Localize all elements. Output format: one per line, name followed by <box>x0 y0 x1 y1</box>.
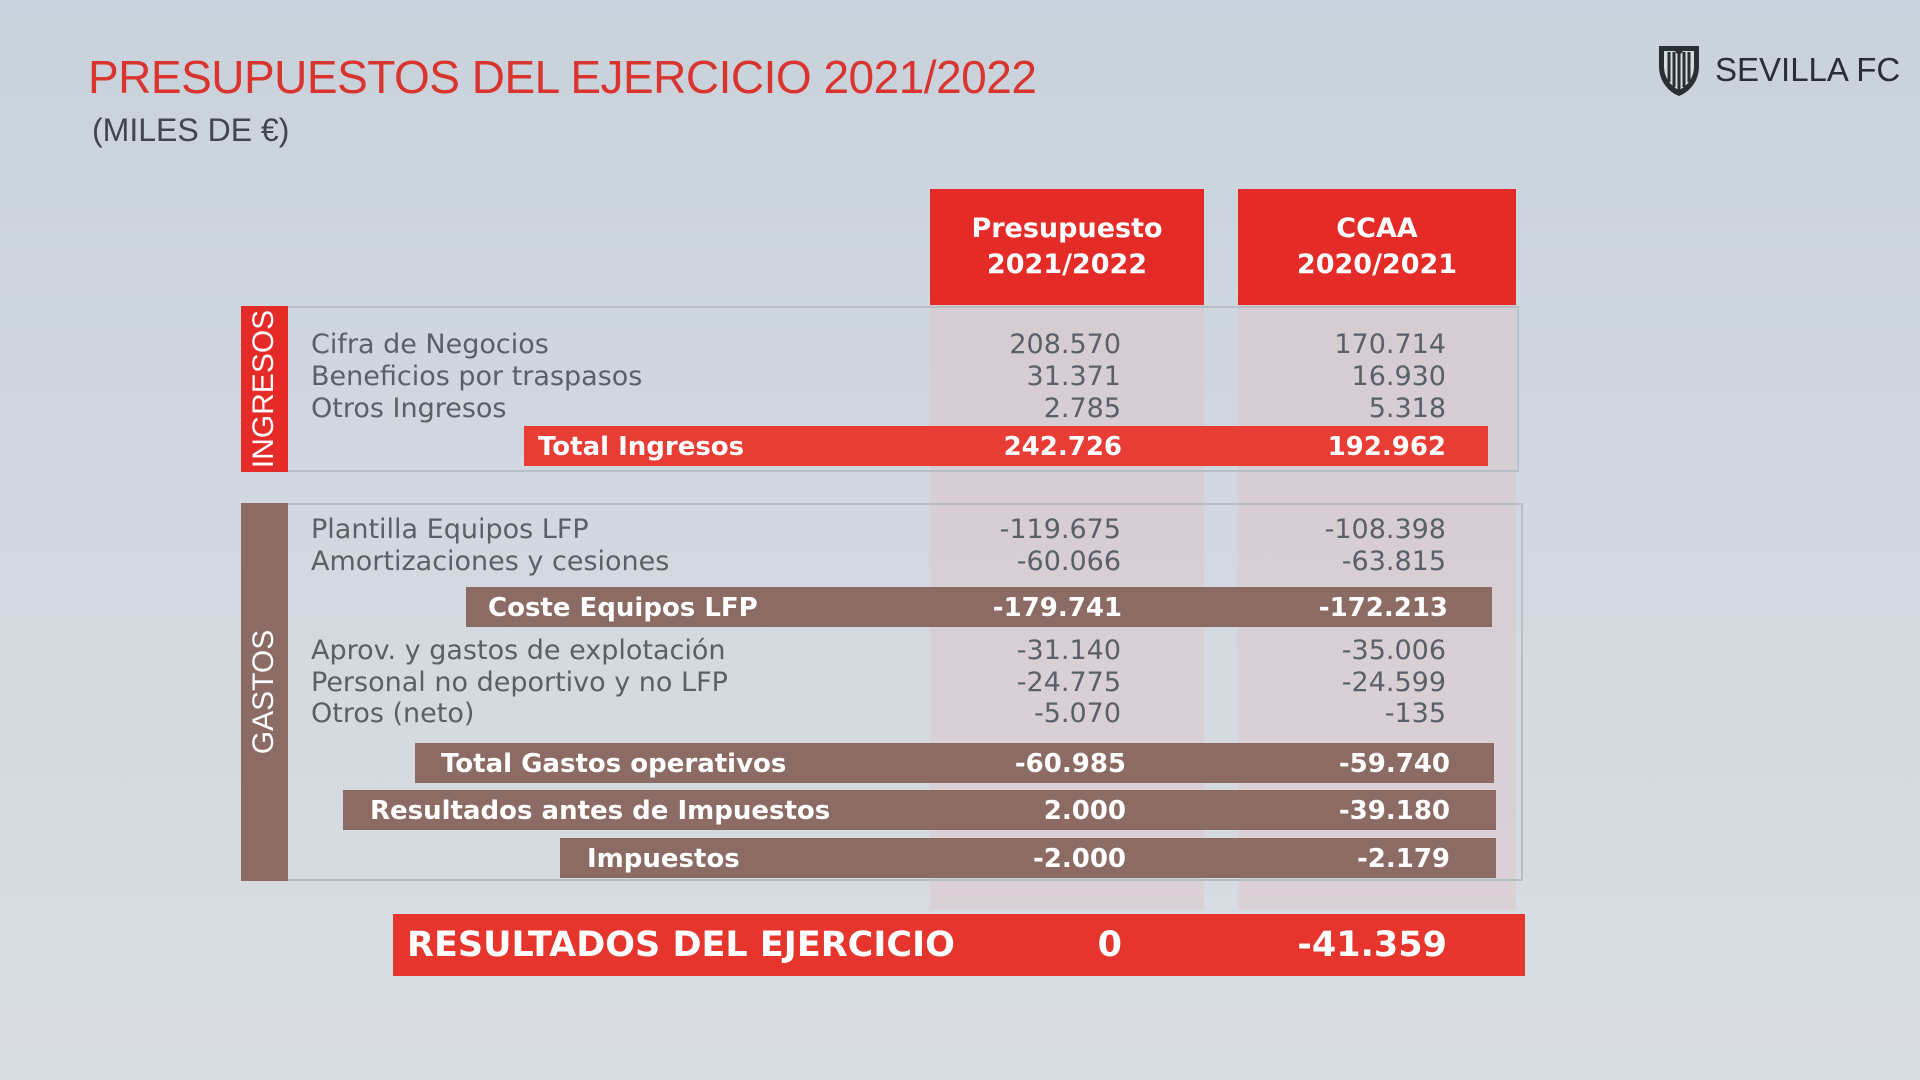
bar-value-presupuesto: 2.000 <box>1043 796 1126 826</box>
row-value-presupuesto: 2.785 <box>1043 393 1121 424</box>
brand-logo <box>1655 40 1900 100</box>
table-row <box>0 514 1920 546</box>
total-gastos-operativos-bar <box>415 743 1494 783</box>
row-value-presupuesto: -60.066 <box>1016 546 1121 577</box>
row-value-ccaa: 16.930 <box>1351 361 1446 392</box>
row-label: Otros (neto) <box>311 698 475 729</box>
row-value-presupuesto: 31.371 <box>1026 361 1121 392</box>
bar-value-ccaa: -172.213 <box>1318 593 1448 623</box>
column-header-line2: 2021/2022 <box>986 249 1148 280</box>
column-header-ccaa <box>1238 189 1516 305</box>
bar-value-ccaa: -2.179 <box>1356 844 1450 874</box>
bar-value-presupuesto: -2.000 <box>1032 844 1126 874</box>
result-value-ccaa: -41.359 <box>1297 925 1447 965</box>
row-value-presupuesto: 208.570 <box>1009 329 1121 360</box>
row-value-ccaa: -135 <box>1384 698 1446 729</box>
row-value-ccaa: -63.815 <box>1341 546 1446 577</box>
bar-label: Impuestos <box>587 844 740 874</box>
column-header-presupuesto <box>930 189 1204 305</box>
row-label: Personal no deportivo y no LFP <box>311 667 728 698</box>
bar-label: Total Gastos operativos <box>441 749 787 779</box>
bar-value-ccaa: 192.962 <box>1327 432 1446 462</box>
impuestos-bar <box>560 838 1496 878</box>
column-header-line2: 2020/2021 <box>1296 249 1458 280</box>
row-label: Aprov. y gastos de explotación <box>311 635 726 666</box>
row-value-ccaa: 170.714 <box>1334 329 1446 360</box>
row-label: Plantilla Equipos LFP <box>311 514 589 545</box>
table-row <box>0 698 1920 730</box>
bar-value-presupuesto: 242.726 <box>1003 432 1122 462</box>
resultados-ejercicio-bar <box>393 914 1525 976</box>
bar-value-presupuesto: -60.985 <box>1014 749 1126 779</box>
table-row <box>0 667 1920 699</box>
gastos-label: GASTOS <box>247 629 281 755</box>
coste-equipos-bar <box>466 587 1492 627</box>
table-row <box>0 393 1920 425</box>
brand-name: SEVILLA FC <box>1715 51 1901 88</box>
sevilla-crest-icon <box>1655 42 1703 98</box>
page-subtitle: (MILES DE €) <box>92 112 290 148</box>
row-value-ccaa: -35.006 <box>1341 635 1446 666</box>
row-value-presupuesto: -31.140 <box>1016 635 1121 666</box>
table-row <box>0 361 1920 393</box>
row-value-presupuesto: -119.675 <box>999 514 1121 545</box>
result-value-presupuesto: 0 <box>1097 925 1122 965</box>
row-value-ccaa: -24.599 <box>1341 667 1446 698</box>
bar-label: Coste Equipos LFP <box>488 593 758 623</box>
table-row <box>0 546 1920 578</box>
bar-label: Resultados antes de Impuestos <box>370 796 831 826</box>
row-value-presupuesto: -24.775 <box>1016 667 1121 698</box>
table-row <box>0 635 1920 667</box>
column-header-line1: CCAA <box>1336 213 1418 244</box>
column-header-line1: Presupuesto <box>971 213 1163 244</box>
page-title: PRESUPUESTOS DEL EJERCICIO 2021/2022 <box>88 51 1037 103</box>
bar-label: Total Ingresos <box>538 432 745 462</box>
row-value-ccaa: -108.398 <box>1324 514 1446 545</box>
row-label: Otros Ingresos <box>311 393 507 424</box>
result-label: RESULTADOS DEL EJERCICIO <box>407 925 955 965</box>
bar-value-presupuesto: -179.741 <box>992 593 1122 623</box>
bar-value-ccaa: -59.740 <box>1338 749 1450 779</box>
ingresos-label: INGRESOS <box>247 309 281 469</box>
total-ingresos-bar <box>524 426 1488 466</box>
table-row <box>0 329 1920 361</box>
row-label: Amortizaciones y cesiones <box>311 546 670 577</box>
resultados-antes-impuestos-bar <box>343 790 1496 830</box>
row-label: Beneficios por traspasos <box>311 361 643 392</box>
row-value-presupuesto: -5.070 <box>1033 698 1121 729</box>
row-value-ccaa: 5.318 <box>1368 393 1446 424</box>
row-label: Cifra de Negocios <box>311 329 549 360</box>
bar-value-ccaa: -39.180 <box>1338 796 1450 826</box>
